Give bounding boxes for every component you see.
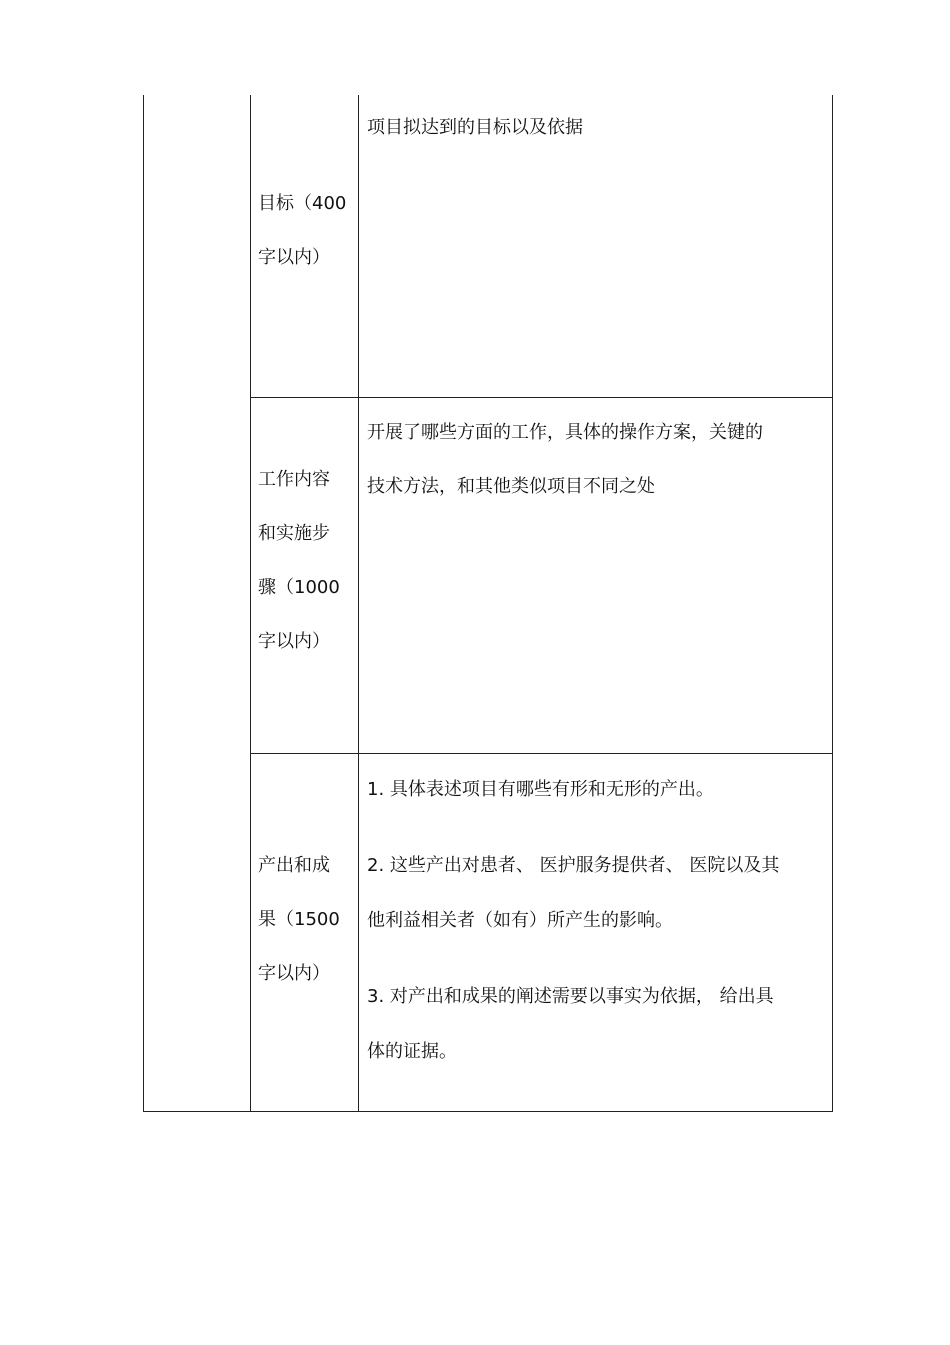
content-line: 2. 这些产出对患者、 医护服务提供者、 医院以及其	[367, 855, 780, 876]
label-line: 目标（400	[258, 193, 347, 214]
label-line: 字以内）	[258, 247, 330, 268]
row-separator-1	[250, 397, 833, 398]
content-line: 开展了哪些方面的工作，具体的操作方案，关键的	[367, 422, 763, 443]
label-line: 骤（1000	[258, 577, 340, 598]
row-separator-2	[250, 753, 833, 754]
row-content-goal	[367, 115, 827, 141]
label-line: 果（1500	[258, 909, 340, 930]
row-label-goal	[258, 177, 354, 285]
table-border-right	[832, 95, 833, 1112]
content-line: 1. 具体表述项目有哪些有形和无形的产出。	[367, 779, 714, 800]
row-content-work	[367, 406, 827, 514]
label-line: 工作内容	[258, 469, 330, 490]
row-label-work	[258, 453, 354, 669]
table-divider-2	[358, 95, 359, 1112]
row-label-output	[258, 839, 354, 1001]
content-line: 3. 对产出和成果的阐述需要以事实为依据， 给出具	[367, 986, 774, 1007]
label-line: 字以内）	[258, 963, 330, 984]
label-line: 和实施步	[258, 523, 330, 544]
label-line: 产出和成	[258, 855, 330, 876]
table-border-bottom	[143, 1111, 833, 1112]
content-line: 他利益相关者（如有）所产生的影响。	[367, 910, 673, 931]
content-line: 体的证据。	[367, 1041, 457, 1062]
table-border-left	[143, 95, 144, 1112]
content-line: 技术方法，和其他类似项目不同之处	[367, 476, 655, 497]
content-line: 项目拟达到的目标以及依据	[367, 117, 583, 138]
label-line: 字以内）	[258, 631, 330, 652]
table-divider-1	[250, 95, 251, 1112]
